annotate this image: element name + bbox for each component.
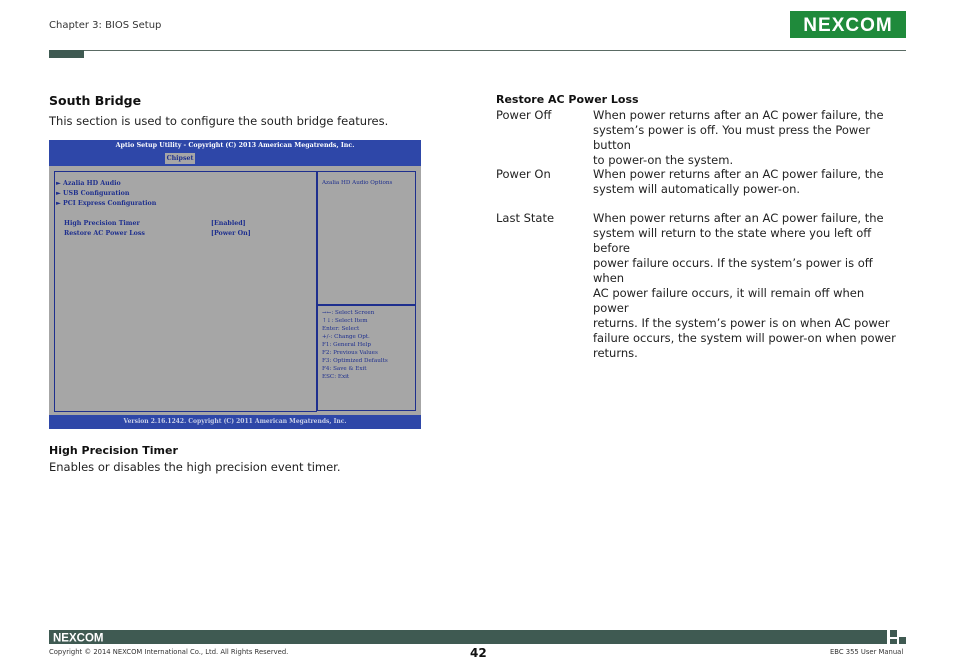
- key-hint: +/-: Change Opt.: [322, 334, 370, 340]
- submenu-arrow-icon: ►: [56, 180, 61, 187]
- section-title-south-bridge: South Bridge: [49, 93, 142, 108]
- submenu-arrow-icon: ►: [56, 200, 61, 207]
- key-hint: F4: Save & Exit: [322, 366, 367, 372]
- bios-title-bar: Aptio Setup Utility - Copyright (C) 2013 American Megatrends, Inc.: [49, 140, 421, 152]
- bios-screen: [49, 140, 421, 429]
- key-hint: ESC: Exit: [322, 374, 350, 380]
- header-rule: [49, 50, 906, 51]
- bios-menu-item-pci-express[interactable]: ► PCI Express Configuration: [56, 200, 157, 207]
- key-hint: F1: General Help: [322, 342, 371, 348]
- bios-version-bar: Version 2.16.1242. Copyright (C) 2011 American Megatrends, Inc.: [49, 415, 421, 429]
- bios-help-text: Azalia HD Audio Options: [322, 180, 393, 186]
- bios-tab-chipset[interactable]: Chipset: [166, 155, 194, 162]
- page-number: 42: [470, 646, 487, 660]
- description-high-precision-timer: Enables or disables the high precision event timer.: [49, 460, 341, 474]
- key-hint: F2: Previous Values: [322, 350, 378, 356]
- bios-setting-label-hpet: High Precision Timer: [64, 220, 140, 227]
- bios-setting-value-restore-ac[interactable]: [Power On]: [211, 230, 251, 237]
- option-desc-last-state: When power returns after an AC power failure, the system will return to the state where you left off before power failure occurs. If the system’s power is off when AC power failure occurs, it will remain off when power returns. If the system’s power is on when AC power failure occurs, the system will power-on when power returns.: [593, 211, 896, 360]
- manual-title: EBC 355 User Manual: [830, 648, 904, 656]
- option-desc-power-off: When power returns after an AC power failure, the system’s power is off. You must press the Power button to power-on the system.: [593, 108, 884, 167]
- footer-square-decor: [899, 637, 906, 644]
- key-hint: Enter: Select: [322, 326, 360, 332]
- chapter-title: Chapter 3: BIOS Setup: [49, 20, 162, 31]
- footer-nexcom-logo: [52, 631, 108, 643]
- footer-square-decor: [890, 639, 897, 644]
- header-tab-marker: [49, 50, 84, 58]
- key-hint: F3: Optimized Defaults: [322, 358, 388, 364]
- bios-menu-item-azalia[interactable]: ► Azalia HD Audio: [56, 180, 121, 187]
- section-description: This section is used to configure the south bridge features.: [49, 114, 389, 128]
- key-hint: ↑↓: Select Item: [322, 318, 368, 324]
- footer-bar: [49, 630, 887, 644]
- option-desc-power-on: When power returns after an AC power failure, the system will automatically power-on.: [593, 167, 884, 196]
- bios-setting-value-hpet[interactable]: [Enabled]: [211, 220, 246, 227]
- option-label-power-on: Power On: [496, 167, 551, 181]
- heading-high-precision-timer: High Precision Timer: [49, 444, 178, 457]
- bios-key-legend: [322, 309, 388, 381]
- submenu-arrow-icon: ►: [56, 190, 61, 197]
- bios-menu-item-usb[interactable]: ► USB Configuration: [56, 190, 130, 197]
- bios-setting-label-restore-ac: Restore AC Power Loss: [64, 230, 145, 237]
- footer-square-decor: [890, 630, 897, 637]
- footer-copyright: Copyright © 2014 NEXCOM International Co., Ltd. All Rights Reserved.: [49, 648, 289, 656]
- key-hint: →←: Select Screen: [322, 310, 375, 316]
- option-label-last-state: Last State: [496, 211, 555, 225]
- logo-text: NEXCOM: [803, 15, 893, 36]
- bios-help-panel: [317, 171, 416, 305]
- heading-restore-ac-power-loss: Restore AC Power Loss: [496, 93, 639, 106]
- bios-main-panel: [54, 171, 317, 412]
- option-label-power-off: Power Off: [496, 108, 552, 122]
- bios-tab-bar: [49, 152, 421, 166]
- footer-logo-text: NEXCOM: [53, 632, 104, 643]
- nexcom-logo: [790, 11, 906, 38]
